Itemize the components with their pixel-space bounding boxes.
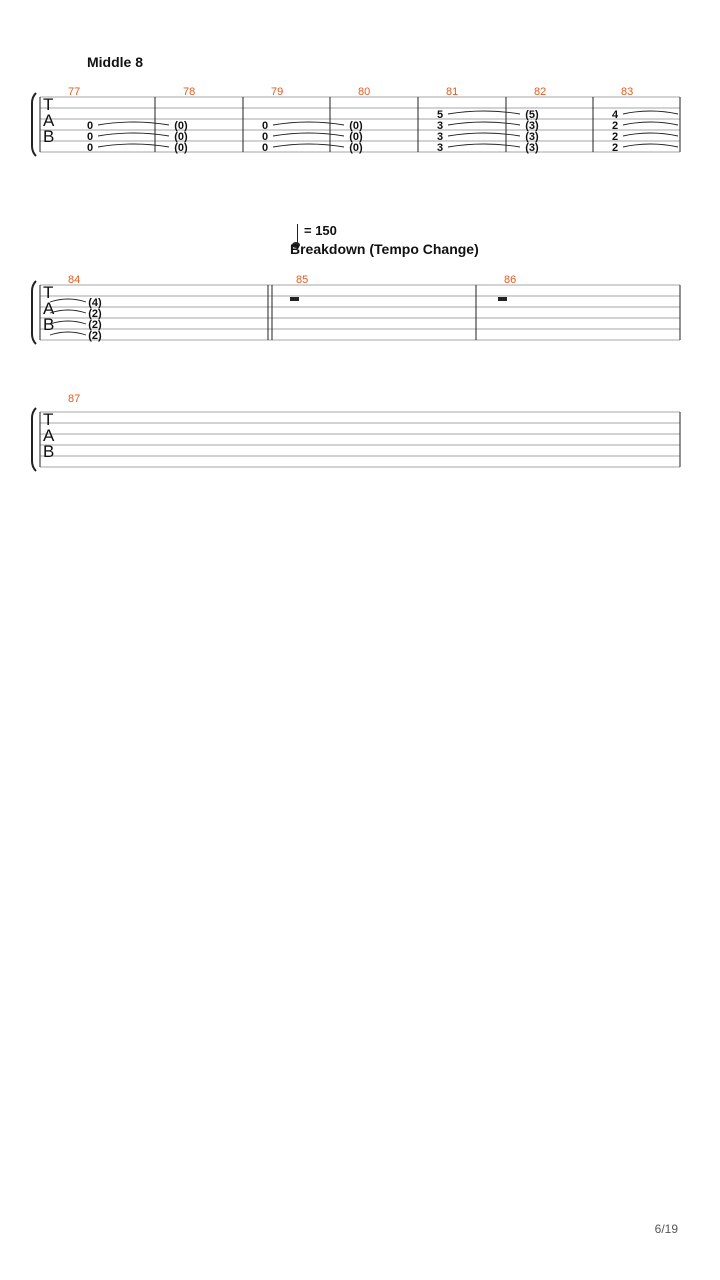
tab-clef-letter: B — [43, 442, 55, 461]
tab-clef-letter: B — [43, 127, 55, 146]
fret-number: 0 — [261, 142, 269, 154]
fret-number: 0 — [261, 120, 269, 132]
measure-number: 84 — [68, 274, 81, 286]
fret-number: 3 — [436, 142, 444, 154]
tab-clef-letter: T — [43, 410, 54, 429]
fret-number: (2) — [88, 319, 102, 331]
tab-clef-letter: B — [43, 315, 55, 334]
measure-number: 81 — [446, 86, 459, 98]
measure-number: 86 — [504, 274, 517, 286]
fret-number: (3) — [525, 142, 539, 154]
fret-number: (2) — [88, 308, 102, 320]
tie-arc — [448, 133, 520, 136]
tie-arc — [273, 122, 344, 125]
fret-number: (2) — [88, 330, 102, 342]
page-number: 6/19 — [654, 1222, 678, 1236]
fret-number: 2 — [611, 142, 619, 154]
tie-arc — [98, 144, 169, 147]
tie-arc — [623, 133, 678, 136]
fret-number: (0) — [349, 120, 363, 132]
measure-number: 82 — [534, 86, 547, 98]
whole-rest-icon — [290, 297, 299, 301]
measure-number: 85 — [296, 274, 309, 286]
fret-number: 0 — [86, 131, 94, 143]
tie-arc — [623, 111, 678, 114]
measure-number: 79 — [271, 86, 284, 98]
tie-arc — [448, 144, 520, 147]
measure-number: 77 — [68, 86, 81, 98]
fret-number: 2 — [611, 120, 619, 132]
tie-arc — [623, 144, 678, 147]
whole-rest-icon — [498, 297, 507, 301]
fret-number: (0) — [349, 142, 363, 154]
measure-number: 78 — [183, 86, 196, 98]
fret-number: 0 — [86, 120, 94, 132]
tie-arc — [448, 111, 520, 114]
system-brace — [32, 93, 36, 156]
tempo-change-marker: Breakdown (Tempo Change) — [290, 241, 479, 257]
tie-arc — [50, 299, 86, 302]
fret-number: (0) — [174, 142, 188, 154]
tie-arc — [448, 122, 520, 125]
measure-number: 83 — [621, 86, 634, 98]
tempo-bpm: = 150 — [304, 223, 337, 238]
system-brace — [32, 408, 36, 471]
system-brace — [32, 281, 36, 344]
fret-number: 3 — [436, 131, 444, 143]
tie-arc — [273, 133, 344, 136]
tab-clef-letter: A — [43, 111, 55, 130]
fret-number: (3) — [525, 131, 539, 143]
tab-clef-letter: A — [43, 426, 55, 445]
fret-number: 0 — [261, 131, 269, 143]
measure-number: 87 — [68, 393, 81, 405]
tab-clef-letter: T — [43, 283, 54, 302]
fret-number: 2 — [611, 131, 619, 143]
tie-arc — [98, 122, 169, 125]
tie-arc — [623, 122, 678, 125]
section-title: Middle 8 — [87, 54, 144, 70]
fret-number: (3) — [525, 120, 539, 132]
tie-arc — [50, 332, 86, 335]
fret-number: 0 — [86, 142, 94, 154]
tie-arc — [273, 144, 344, 147]
tab-clef-letter: A — [43, 299, 55, 318]
tab-clef-letter: T — [43, 95, 54, 114]
fret-number: 3 — [436, 120, 444, 132]
fret-number: (4) — [88, 297, 102, 309]
fret-number: 5 — [436, 109, 444, 121]
tie-arc — [98, 133, 169, 136]
fret-number: (0) — [349, 131, 363, 143]
fret-number: (0) — [174, 120, 188, 132]
measure-number: 80 — [358, 86, 371, 98]
fret-number: (0) — [174, 131, 188, 143]
tie-arc — [50, 321, 86, 324]
fret-number: 4 — [611, 109, 619, 121]
tie-arc — [50, 310, 86, 313]
fret-number: (5) — [525, 109, 539, 121]
